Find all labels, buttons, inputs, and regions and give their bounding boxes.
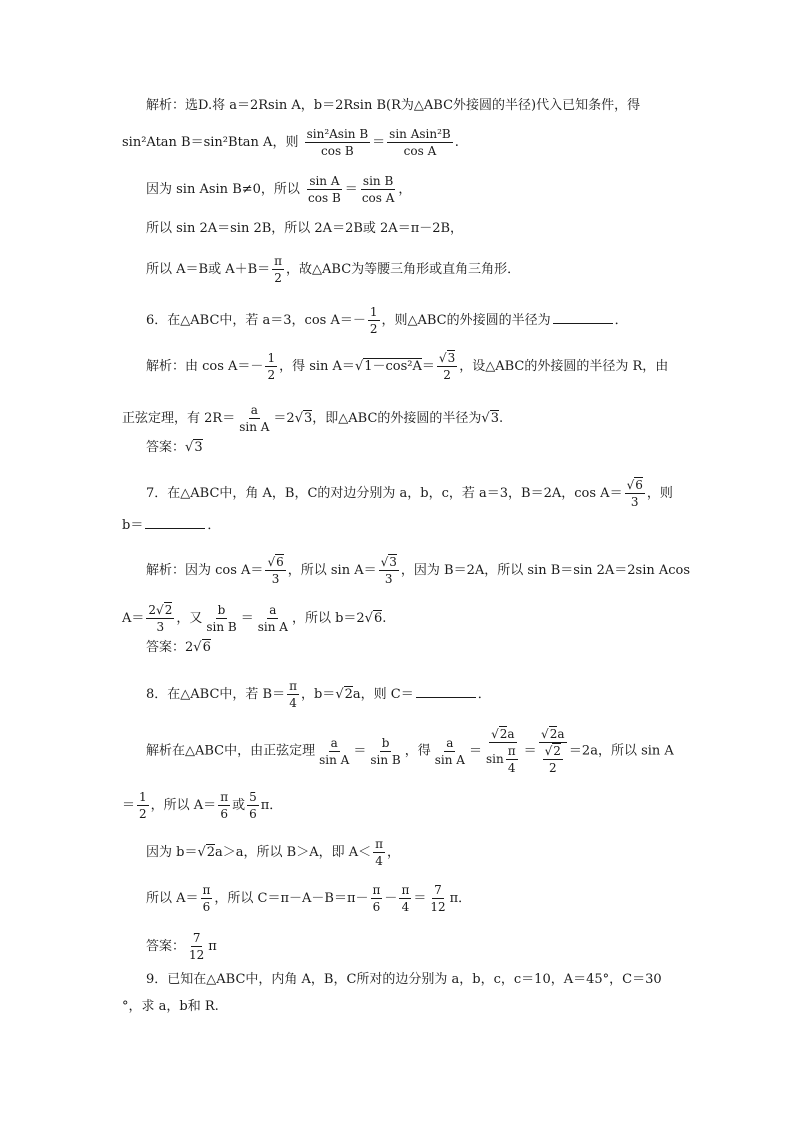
question-7-line-1	[146, 479, 673, 508]
text: 解析：因为 cos A＝	[146, 563, 264, 578]
solution-8-line-2	[122, 791, 282, 820]
radicand: 2	[499, 727, 508, 741]
text: 因为 b＝	[146, 845, 198, 860]
text: 答案：2	[146, 640, 194, 655]
solution-5-line-4: 所以 sin 2A＝sin 2B，所以 2A＝2B或 2A＝π－2B，	[146, 221, 464, 236]
radical-sign	[156, 603, 164, 617]
fraction	[433, 737, 467, 766]
answer-7	[146, 641, 211, 654]
text: ，	[387, 845, 401, 860]
fraction	[265, 352, 277, 381]
denominator: sin A	[434, 752, 465, 767]
text: ，所以 C＝π－A－B＝π－	[214, 891, 369, 906]
solution-8-line-3	[146, 838, 400, 867]
solution-5-line-5	[146, 255, 520, 284]
numerator	[543, 745, 563, 760]
denominator: 4	[507, 761, 516, 775]
denominator: 2	[369, 322, 378, 336]
denominator: 3	[384, 572, 393, 586]
fraction	[373, 838, 385, 867]
text: ，得	[404, 743, 431, 759]
text: 答案：	[146, 440, 186, 455]
numerator: π	[220, 790, 229, 804]
radical-sign	[197, 845, 205, 860]
fraction	[237, 404, 271, 433]
numerator: b	[217, 603, 226, 617]
fraction	[428, 884, 447, 913]
text: ＝2a，所以 sin A	[568, 743, 674, 759]
radical-sign	[439, 351, 447, 365]
numerator: sin A	[309, 174, 340, 188]
radicand: 6	[373, 611, 383, 626]
question-9-line-2: °，求 a，b和 R.	[122, 999, 219, 1014]
fraction	[187, 932, 206, 961]
fraction	[625, 479, 645, 508]
text: A＝	[122, 611, 145, 626]
denominator: 2	[548, 761, 557, 775]
fraction	[399, 884, 411, 913]
denominator: 3	[630, 495, 639, 509]
fraction	[368, 737, 402, 766]
radicand: 3	[490, 411, 499, 426]
text: 答案：	[146, 939, 186, 954]
radical-sign	[491, 727, 499, 741]
text: ，所以 sin A＝	[287, 563, 377, 578]
fraction	[204, 604, 238, 633]
answer-blank	[145, 518, 205, 529]
radicand: 2	[164, 603, 173, 617]
text: 8．在△ABC中，若 B＝	[146, 687, 286, 702]
fraction	[265, 556, 285, 585]
denominator: 12	[430, 900, 446, 914]
radical-sign	[355, 359, 363, 374]
numerator: π	[401, 883, 410, 897]
text: ，得 sin A＝	[279, 359, 355, 374]
text: a	[507, 727, 515, 741]
text: －	[384, 891, 398, 906]
radical-sign	[267, 555, 275, 569]
fraction	[506, 745, 518, 774]
solution-6-line-1: 解析：由 cos A＝－ $\frac{1}{2}$ ，得 sin A＝√ 1－cos²A＝ √ $\frac{3}{2}$ ，设△ABC的外接圆的半径为 R，由	[146, 352, 668, 381]
text: 所以 A＝B或 A＋B＝	[146, 262, 271, 277]
solution-8-line-4	[146, 884, 471, 913]
denominator: cos B	[321, 144, 354, 158]
fraction	[539, 728, 567, 774]
denominator: sin B	[206, 620, 237, 634]
numerator: π	[372, 883, 381, 897]
solution-7-line-2: A＝ $\frac{2√ 2}{3}$ ，又 $\frac{b}{\text{sin B}}$ ＝ $\frac{a}{\text{sin A}}$ ，所以 b＝2√ 6.	[122, 604, 386, 633]
denominator: 3	[271, 572, 280, 586]
question-9-line-1: 9．已知在△ABC中，内角 A，B，C所对的边分别为 a，b，c，c＝10，A＝45°，C＝30	[146, 972, 662, 987]
denominator: 2	[139, 807, 147, 821]
numerator: 1	[267, 351, 276, 365]
radicand: 6	[202, 640, 211, 655]
text: ，又	[176, 611, 203, 626]
text: a＞a，所以 B＞A，即 A＜	[215, 845, 372, 860]
denominator: 3	[156, 620, 165, 634]
fraction	[305, 128, 371, 157]
text: ＝	[122, 798, 136, 813]
radicand: 3	[447, 351, 456, 365]
numerator: 2√ 2	[146, 604, 174, 619]
text: 解析在△ABC中，由正弦定理	[146, 743, 316, 759]
question-7-line-2: b＝ ．	[122, 518, 221, 533]
radical-sign	[295, 411, 303, 426]
fraction	[218, 791, 230, 820]
answer-blank	[553, 313, 613, 324]
numerator: 1	[139, 790, 147, 804]
text: 所以 A＝	[146, 891, 199, 906]
text: 7．在△ABC中，角 A，B，C的对边分别为 a，b，c，若 a＝3，B＝2A，cos A＝	[146, 486, 623, 501]
text: π．	[260, 798, 283, 813]
radical-sign	[481, 411, 489, 426]
denominator: 2	[267, 368, 276, 382]
denominator: cos A	[403, 144, 437, 158]
text: π．	[449, 891, 472, 906]
fraction	[306, 175, 343, 204]
text: 正弦定理，有 2R＝	[122, 411, 236, 426]
fraction	[371, 884, 383, 913]
denominator: 2	[443, 368, 451, 382]
solution-5-line-3: 因为 sin Asin B≠0，所以 $\frac{\text{sin A}}{\text{cos B}}$ ＝ $\frac{\text{sin B}}{\text{cos A}}$ ，	[146, 174, 412, 205]
numerator	[539, 728, 566, 743]
question-8: 8．在△ABC中，若 B＝ $\frac{\pi}{4}$ ，b＝√ 2a，则 C＝ ．	[146, 680, 491, 709]
numerator	[625, 479, 645, 494]
denominator: sin A	[257, 620, 288, 634]
radicand: 6	[635, 478, 643, 492]
numerator: a	[446, 735, 454, 750]
numerator: a	[250, 403, 258, 417]
denominator: sin B	[370, 752, 401, 767]
text: a，则 C＝	[352, 687, 414, 702]
denominator: cos A	[361, 191, 395, 205]
fraction	[287, 680, 299, 709]
denominator: 6	[372, 900, 381, 914]
denominator: sin A	[319, 752, 350, 767]
radical-sign	[193, 640, 201, 655]
answer-8	[146, 932, 217, 961]
text: ＝	[413, 891, 427, 906]
text: ，所以 b＝2	[291, 611, 365, 626]
answer-blank	[416, 687, 476, 698]
denominator	[539, 743, 567, 774]
radicand: 2	[344, 687, 353, 702]
numerator: 7	[192, 931, 201, 945]
denominator: 2	[274, 271, 282, 285]
radicand: 3	[389, 555, 397, 569]
numerator: π	[274, 254, 283, 268]
radicand: 2	[549, 727, 558, 741]
fraction	[360, 175, 397, 204]
solution-6-line-2: 正弦定理，有 2R＝ $\frac{a}{\text{sin A}}$ ＝2√ 3，即△ABC的外接圆的半径为√ 3.	[122, 404, 503, 433]
fraction	[317, 737, 351, 766]
numerator: π	[289, 679, 297, 693]
fraction	[256, 604, 290, 633]
text: ，则	[646, 486, 673, 501]
fraction	[146, 604, 174, 633]
fraction	[137, 791, 149, 820]
text: ，所以 A＝	[150, 798, 217, 813]
solution-5-line-1: 解析：选D.将 a＝2Rsin A，b＝2Rsin B(R为△ABC外接圆的半径)代入已知条件，得	[146, 98, 641, 113]
text: ，即△ABC的外接圆的半径为	[312, 411, 482, 426]
numerator	[437, 352, 457, 367]
numerator: π	[375, 837, 384, 851]
radicand: 3	[194, 440, 203, 455]
radical-sign	[541, 727, 549, 741]
fraction	[387, 128, 453, 157]
denominator: 4	[289, 696, 297, 710]
fraction	[368, 306, 380, 335]
numerator: a	[269, 603, 277, 617]
radicand: 3	[304, 411, 313, 426]
answer-6	[146, 441, 203, 454]
fraction	[247, 791, 259, 820]
numerator	[489, 728, 516, 743]
text: ＝2	[273, 411, 295, 426]
numerator: sin B	[362, 174, 394, 188]
denominator: 6	[220, 807, 228, 821]
text: sin²Atan B＝sin²Btan A，则	[122, 135, 299, 150]
denominator: 4	[375, 854, 383, 868]
denominator: cos B	[308, 191, 341, 205]
radicand: 2	[553, 744, 561, 758]
numerator	[379, 556, 399, 571]
text: b＝	[122, 518, 144, 533]
text: ，则△ABC的外接圆的半径为	[381, 313, 551, 328]
text: 6．在△ABC中，若 a＝3，cos A＝－	[146, 313, 366, 328]
denominator: 4	[401, 900, 410, 914]
fraction	[379, 556, 399, 585]
text: ，b＝	[300, 687, 336, 702]
radicand: 2	[206, 845, 216, 860]
fraction	[437, 352, 457, 381]
text: a	[557, 727, 565, 741]
radical-sign	[365, 611, 373, 626]
numerator: b	[381, 735, 390, 750]
question-6: 6．在△ABC中，若 a＝3，cos A＝－ $\frac{1}{2}$ ，则△ABC的外接圆的半径为 ．	[146, 305, 628, 336]
numerator: sin Asin²B	[389, 127, 451, 141]
denominator: sin A	[239, 420, 270, 434]
fraction	[272, 255, 284, 284]
radicand: 6	[276, 555, 284, 569]
denominator: 6	[249, 807, 257, 821]
text: 解析：由 cos A＝－	[146, 359, 264, 374]
numerator: 7	[434, 883, 442, 897]
text: sin	[485, 752, 504, 766]
text: π	[208, 939, 217, 954]
fraction	[543, 745, 563, 774]
text: 因为 sin Asin B≠0，所以	[146, 182, 300, 197]
solution-7-line-1	[146, 556, 690, 585]
solution-5-line-2: sin²Atan B＝sin²Btan A，则 $\frac{\text{sin²Asin B}}{\text{cos B}}$ ＝ $\frac{\text{sin Asin²B}}{\text{cos A}}$ .	[122, 127, 459, 158]
denominator: 12	[189, 948, 205, 962]
fraction	[201, 884, 213, 913]
denominator: 6	[202, 900, 211, 914]
solution-8-line-1: 解析在△ABC中，由正弦定理 $\frac{a}{\text{sin A}}$ ＝ $\frac{b}{\text{sin B}}$ ，得 $\frac{a}{\text{sin A}}$ ＝ √ 2a sin $\frac{\pi}{4}$ ＝ √ 2a √ $\frac{2}{2}$ ＝2a，所以 sin A	[146, 728, 674, 774]
text: ，设△ABC的外接圆的半径为 R，由	[459, 359, 669, 374]
numerator	[265, 556, 285, 571]
numerator: sin²Asin B	[306, 127, 369, 141]
denominator	[484, 743, 522, 774]
numerator: a	[330, 735, 338, 750]
numerator: π	[507, 744, 516, 758]
radicand: 1－cos²A	[364, 359, 422, 374]
fraction	[484, 728, 522, 774]
numerator: 5	[249, 790, 257, 804]
numerator: 1	[369, 305, 378, 319]
text: 或	[232, 798, 246, 813]
numerator: π	[202, 883, 211, 897]
radical-sign	[335, 687, 343, 702]
text: ，故△ABC为等腰三角形或直角三角形．	[286, 262, 521, 277]
text: ，因为 B＝2A，所以 sin B＝sin 2A＝2sin Acos	[400, 563, 691, 578]
